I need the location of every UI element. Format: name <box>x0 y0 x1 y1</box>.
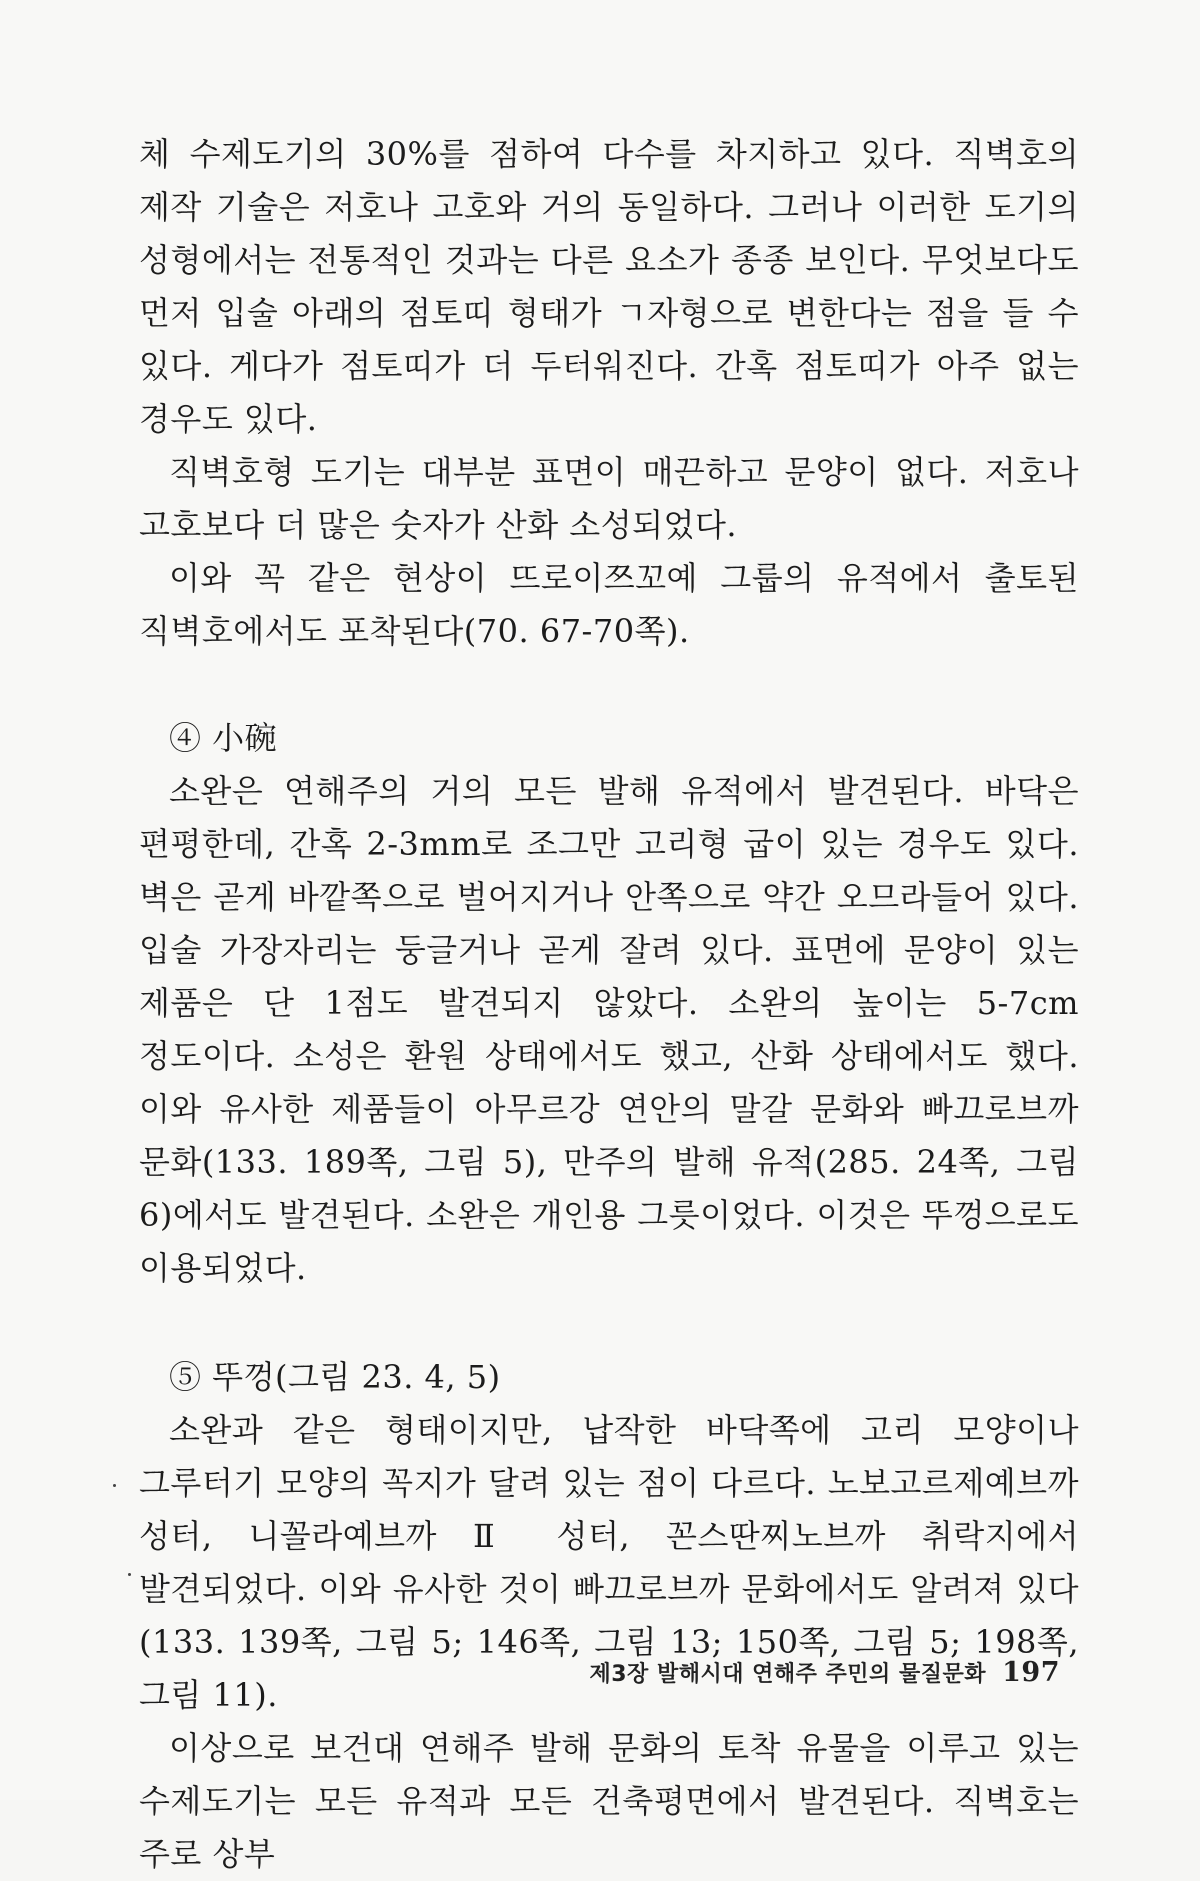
paragraph-summary: 이상으로 보건대 연해주 발해 문화의 토착 유물을 이루고 있는 수제도기는 모든 유적과 모든 건축평면에서 발견된다. 직벽호는 주로 상부 <box>139 1729 1079 1873</box>
paragraph-troitskoe-group: 이와 꼭 같은 현상이 뜨로이쯔꼬예 그룹의 유적에서 출토된 직벽호에서도 포착된다(70. 67-70쪽). <box>139 559 1079 650</box>
section-heading-lid: ⑤ 뚜껑(그림 23. 4, 5) <box>169 1358 501 1396</box>
page-number: 197 <box>1002 1657 1060 1688</box>
page-footer <box>540 1657 1060 1688</box>
section-heading-small-bowl: ④ 小碗 <box>169 719 278 757</box>
paragraph-straight-wall-jar-technique: 체 수제도기의 30%를 점하여 다수를 차지하고 있다. 직벽호의 제작 기술은 저호나 고호와 거의 동일하다. 그러나 이러한 도기의 성형에서는 전통적인 것과는 다른 요소가 종종 보인다. 무엇보다도 먼저 입술 아래의 점토띠 형태가 ㄱ자형으로 변한다는 점을 들 수 있다. 게다가 점토띠가 더 두터워진다. 간혹 점토띠가 아주 없는 경우도 있다. <box>139 135 1079 438</box>
paragraph-straight-wall-jar-surface: 직벽호형 도기는 대부분 표면이 매끈하고 문양이 없다. 저호나 고호보다 더 많은 숫자가 산화 소성되었다. <box>139 453 1079 544</box>
scan-speck <box>113 1484 116 1487</box>
paragraph-small-bowl: 소완은 연해주의 거의 모든 발해 유적에서 발견된다. 바닥은 편평한데, 간혹 2-3mm로 조그만 고리형 굽이 있는 경우도 있다. 벽은 곧게 바깥쪽으로 벌어지거나 안쪽으로 약간 오므라들어 있다. 입술 가장자리는 둥글거나 곧게 잘려 있다. 표면에 문양이 있는 제품은 단 1점도 발견되지 않았다. 소완의 높이는 5-7cm 정도이다. 소성은 환원 상태에서도 했고, 산화 상태에서도 했다. 이와 유사한 제품들이 아무르강 연안의 말갈 문화와 빠끄로브까 문화(133. 189쪽, 그림 5), 만주의 발해 유적(285. 24쪽, 그림 6)에서도 발견된다. 소완은 개인용 그릇이었다. 이것은 뚜껑으로도 이용되었다. <box>139 772 1079 1287</box>
running-title: 제3장 발해시대 연해주 주민의 물질문화 <box>589 1662 986 1687</box>
paragraph-lid: 소완과 같은 형태이지만, 납작한 바닥쪽에 고리 모양이나 그루터기 모양의 꼭지가 달려 있는 점이 다르다. 노보고르제예브까 성터, 니꼴라예브까 Ⅱ 성터, 꼰스딴찌노브까 취락지에서 발견되었다. 이와 유사한 것이 빠끄로브까 문화에서도 알려져 있다(133. 139쪽, 그림 5; 146쪽, 그림 13; 150쪽, 그림 5; 198쪽, 그림 11). <box>139 1411 1079 1714</box>
scan-speck <box>128 1573 131 1576</box>
body-text <box>139 128 1079 1881</box>
